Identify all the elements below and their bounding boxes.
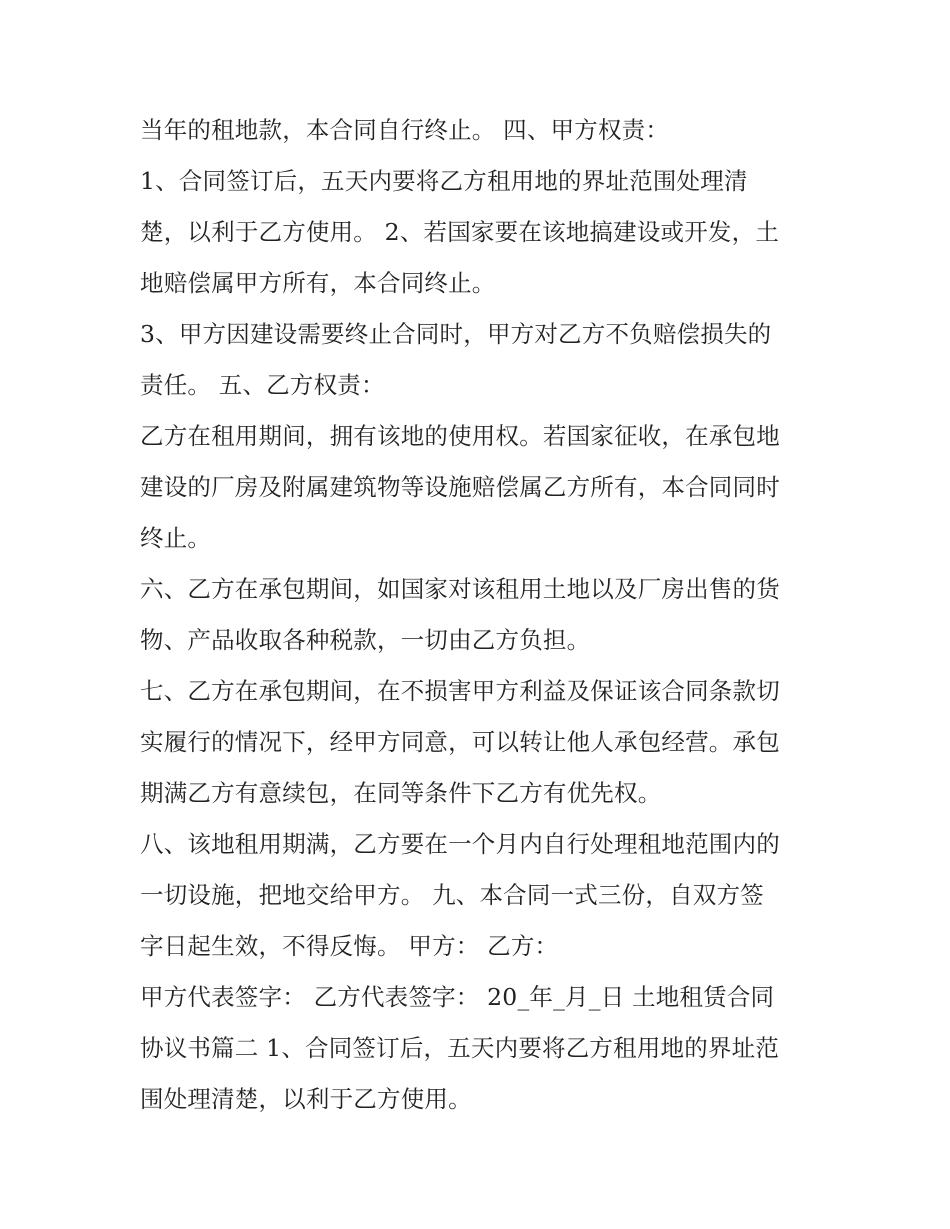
- text-line: 终止。: [140, 524, 212, 552]
- text-line: 八、该地租用期满，乙方要在一个月内自行处理租地范围内的: [140, 830, 780, 858]
- text-line: 3、甲方因建设需要终止合同时，甲方对乙方不负赔偿损失的: [140, 320, 772, 348]
- text-line: 围处理清楚，以利于乙方使用。: [140, 1085, 472, 1113]
- text-line: 实履行的情况下，经甲方同意，可以转让他人承包经营。承包: [140, 728, 780, 756]
- text-line: 地赔偿属甲方所有，本合同终止。: [140, 269, 496, 297]
- text-line: 物、产品收取各种税款，一切由乙方负担。: [140, 626, 591, 654]
- text-line: 当年的租地款，本合同自行终止。 四、甲方权责：: [140, 116, 670, 144]
- text-line: 协议书篇二 1、合同签订后，五天内要将乙方租用地的界址范: [140, 1034, 780, 1062]
- text-line: 责任。 五、乙方权责：: [140, 371, 385, 399]
- text-line: 楚，以利于乙方使用。 2、若国家要在该地搞建设或开发，土: [140, 218, 780, 246]
- text-line: 字日起生效，不得反悔。 甲方： 乙方：: [140, 932, 559, 960]
- text-line: 建设的厂房及附属建筑物等设施赔偿属乙方所有，本合同同时: [140, 473, 780, 501]
- document-body: [140, 105, 820, 1125]
- text-line: 期满乙方有意续包，在同等条件下乙方有优先权。: [140, 779, 662, 807]
- text-line: 一切设施，把地交给甲方。 九、本合同一式三份，自双方签: [140, 881, 764, 909]
- text-line: 1、合同签订后，五天内要将乙方租用地的界址范围处理清: [140, 167, 748, 195]
- text-line: 甲方代表签字： 乙方代表签字： 20_年_月_日 土地租赁合同: [140, 983, 775, 1011]
- text-line: 七、乙方在承包期间，在不损害甲方利益及保证该合同条款切: [140, 677, 780, 705]
- text-line: 乙方在租用期间，拥有该地的使用权。若国家征收，在承包地: [140, 422, 780, 450]
- text-line: 六、乙方在承包期间，如国家对该租用土地以及厂房出售的货: [140, 575, 780, 603]
